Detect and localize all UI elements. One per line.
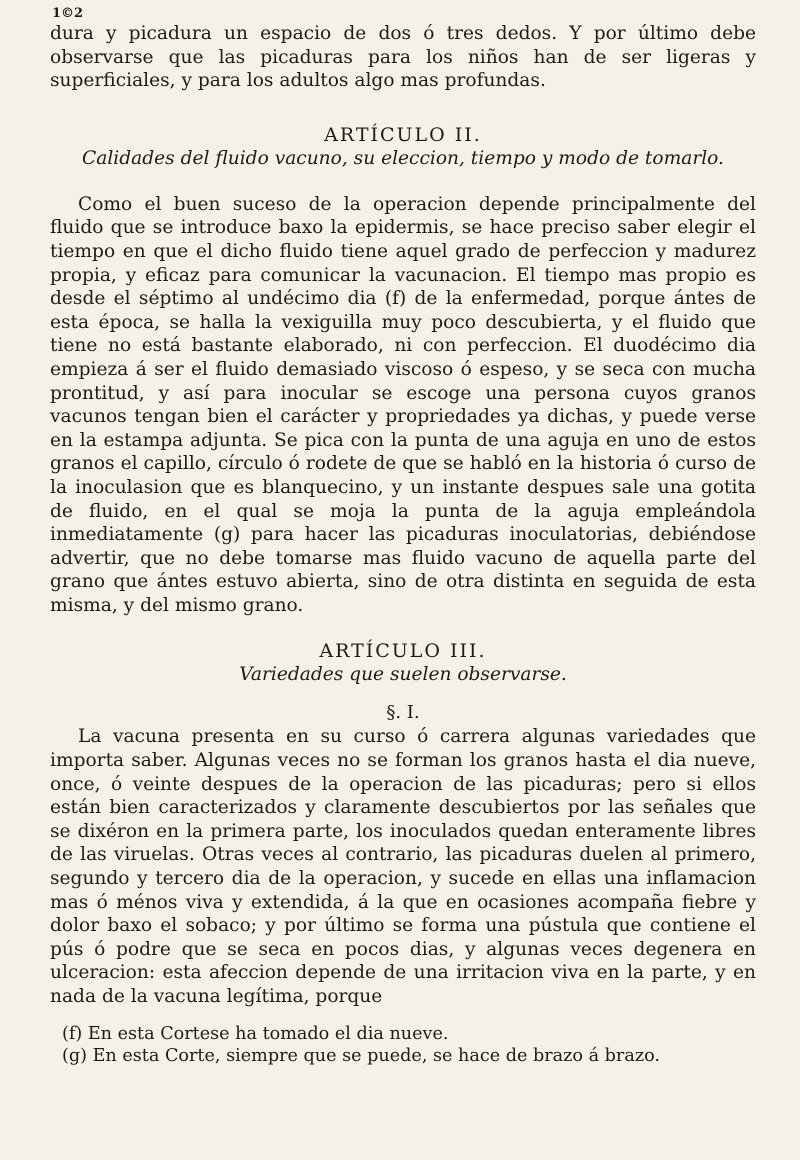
article-3-subheading: Variedades que suelen observarse. xyxy=(239,664,567,686)
spacer xyxy=(50,171,756,193)
article-3-body: La vacuna presenta en su curso ó carrera algunas variedades que importa saber. Algunas veces no se forman los granos hasta el dia nueve, once, ó veinte despues de la operacion de las picaduras; pero si ellos están bien caracterizados y claramente descubiertos por las señales que se dixéron en la primera parte, los inoculados quedan enteramente libres de las viruelas. Otras veces al contrario, las picaduras duelen al primero, segundo y tercero dia de la operacion, y sucede en ellas una inflamacion mas ó ménos viva y extendida, á la que en ocasiones acompaña fiebre y dolor baxo el sobaco; y por último se forma una pústula que contiene el pús ó podre que se seca en pocos dias, y algunas veces degenera en ulceracion: esta afeccion depende de una irritacion viva en la parte, y en nada de la vacuna legítima, porque xyxy=(50,726,756,1007)
opening-paragraph: dura y picadura un espacio de dos ó tres dedos. Y por último debe observarse que las picaduras para los niños han de ser ligeras y superficiales, y para los adultos algo mas profundas. xyxy=(50,23,756,92)
footnote-f: (f) En esta Cortese ha tomado el dia nueve. xyxy=(62,1023,449,1044)
footnote-g: (g) En esta Corte, siempre que se puede, se hace de brazo á brazo. xyxy=(62,1046,660,1067)
section-marker: §. I. xyxy=(386,702,420,724)
spacer xyxy=(50,687,756,701)
article-3-heading: ARTÍCULO III. xyxy=(319,640,487,663)
article-2-body: Como el buen suceso de la operacion depende principalmente del fluido que se introduce baxo la epidermis, se hace preciso saber elegir el tiempo en que el dicho fluido tiene aquel grado de perfeccion y madurez propia, y eficaz para comunicar la vacunacion. El tiempo mas propio es desde el séptimo al undécimo dia (f) de la enfermedad, porque ántes de esta época, se halla la vexiguilla muy poco descubierta, y el fluido que tiene no está bastante elaborado, ni con perfeccion. El duodécimo dia empieza á ser el fluido demasiado viscoso ó espeso, y se seca con mucha prontitud, y así para inocular se escoge una persona cuyos granos vacunos tengan bien el carácter y propriedades ya dichas, y puede verse en la estampa adjunta. Se pica con la punta de una aguja en uno de estos granos el capillo, círculo ó rodete de que se habló en la historia ó curso de la inoculasion que es blanquecino, y un instante despues sale una gotita de fluido, en el qual se moja la punta de la aguja empleándola inmediatamente (g) para hacer las picaduras inoculatorias, debiéndose advertir, que no debe tomarse mas fluido vacuno de aquella parte del grano que ántes estuvo abierta, sino de otra distinta en seguida de esta misma, y del mismo grano. xyxy=(50,193,756,616)
spacer xyxy=(50,93,756,123)
spacer xyxy=(50,617,756,639)
article-2-subheading: Calidades del fluido vacuno, su eleccion, tiempo y modo de tomarlo. xyxy=(82,147,724,169)
article-2-heading: ARTÍCULO II. xyxy=(324,123,482,146)
spacer xyxy=(50,1009,756,1023)
page-number: 1©2 xyxy=(52,6,84,21)
